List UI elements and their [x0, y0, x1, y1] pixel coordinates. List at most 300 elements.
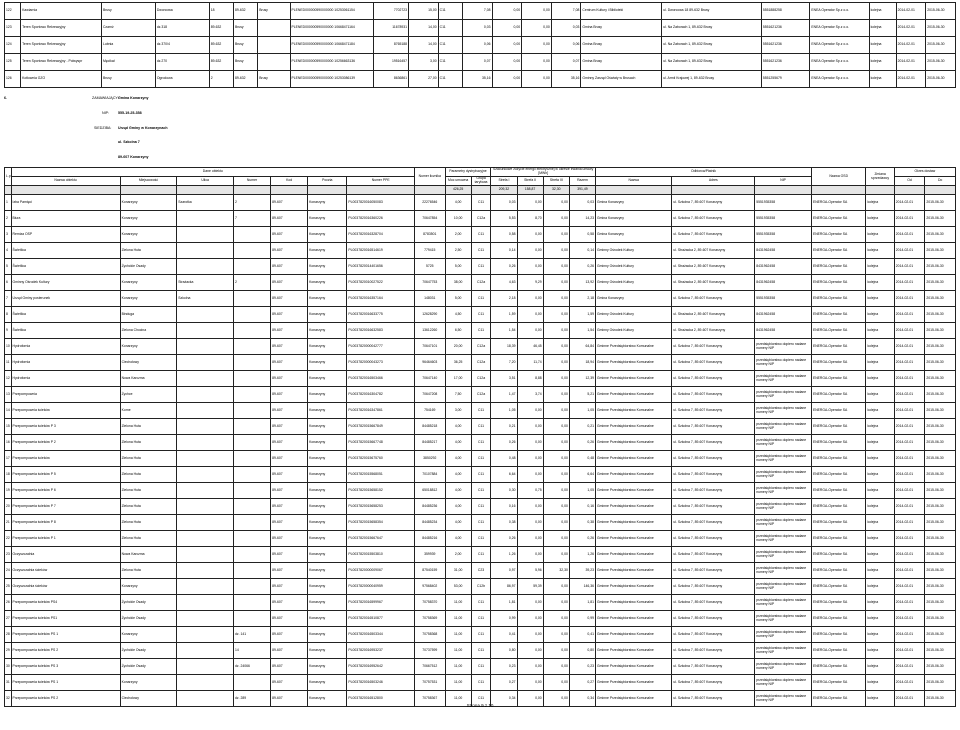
table-cell: Konarzyny: [120, 579, 177, 595]
table-cell: ul. Szkolna 7, 89-607 Konarzyny: [672, 643, 755, 659]
table-cell: 148031: [415, 291, 446, 307]
table-cell-od: 2014-02-01: [894, 515, 925, 531]
table-cell: ul. Szkolna 7, 89-607 Konarzyny: [672, 339, 755, 355]
table-cell: 14: [5, 403, 12, 419]
top-table-cell: Kotłownia GZO: [21, 71, 102, 88]
table-cell: 20,00: [445, 339, 471, 355]
top-table-cell: 5551621236: [761, 37, 809, 54]
table-cell-osd: ENERGA-Operator SA: [811, 227, 866, 243]
previous-section-table: [4, 2, 956, 88]
table-cell: Przepompownia ścieków P 3: [11, 419, 120, 435]
table-cell: 70647753: [415, 275, 446, 291]
table-cell: C11: [471, 643, 491, 659]
table-cell: 0,00: [543, 387, 569, 403]
table-cell: 87540159: [415, 563, 446, 579]
table-cell-osd: ENERGA-Operator SA: [811, 467, 866, 483]
table-cell: Gminne Przedsiębiorstwo Komunalne: [596, 339, 672, 355]
table-cell: 53,00: [445, 579, 471, 595]
table-cell-osd: ENERGA-Operator SA: [811, 339, 866, 355]
table-cell: 38,00: [445, 275, 471, 291]
nip-label: NIP:: [102, 111, 109, 115]
top-table-cell: 123: [5, 20, 21, 37]
table-cell: 1,05: [569, 403, 595, 419]
table-cell: 18: [5, 467, 12, 483]
table-cell: 3,74: [517, 387, 543, 403]
header-odbiorca-nazwa: Nazwa: [596, 177, 672, 186]
table-cell: 70667512: [415, 659, 446, 675]
header-ulica: Ulica: [177, 177, 234, 186]
table-cell-zmiana: kolejna: [866, 195, 894, 211]
table-cell: 0,00: [543, 515, 569, 531]
table-cell-osd: ENERGA-Operator SA: [811, 691, 866, 707]
top-table-cell: 2: [209, 71, 233, 88]
table-cell: [233, 259, 270, 275]
table-cell: 4,63: [491, 275, 517, 291]
table-cell: [177, 595, 234, 611]
table-cell-zmiana: kolejna: [866, 419, 894, 435]
table-cell: 11,00: [445, 595, 471, 611]
table-cell: Hydrofornia: [11, 371, 120, 387]
table-cell: [233, 467, 270, 483]
table-cell-od: 2014-02-01: [894, 595, 925, 611]
table-cell: 0,00: [543, 403, 569, 419]
table-cell-od: 2014-02-01: [894, 243, 925, 259]
table-cell: [233, 515, 270, 531]
table-cell: 19: [5, 483, 12, 499]
table-cell: 5551935358: [755, 195, 812, 211]
top-table-cell: 2014-02-01: [896, 37, 926, 54]
table-cell: 3: [5, 227, 12, 243]
table-row: [5, 563, 956, 579]
table-cell: Konarzyny: [308, 691, 347, 707]
table-cell: [177, 675, 234, 691]
top-table-cell: PLENED000000590000000 10256663136: [290, 54, 374, 71]
table-cell: C11: [471, 243, 491, 259]
top-table-cell: 0,00: [492, 20, 522, 37]
table-cell: [233, 547, 270, 563]
table-cell: 0,00: [517, 419, 543, 435]
table-cell-od: 2014-02-01: [894, 451, 925, 467]
table-row: [5, 611, 956, 627]
table-cell-do: 2015-06-30: [925, 227, 956, 243]
table-cell: 14: [233, 643, 270, 659]
table-cell: [233, 323, 270, 339]
top-table-cell: 2014-02-01: [896, 3, 926, 20]
table-cell-do: 2015-06-30: [925, 355, 956, 371]
table-cell: 11,00: [445, 643, 471, 659]
table-cell: 70757531: [415, 675, 446, 691]
table-cell: 0,00: [543, 691, 569, 707]
table-cell-do: 2015-06-30: [925, 691, 956, 707]
top-table-cell: ul. Na Zaborach 1, 89-632 Brusy: [662, 37, 762, 54]
table-cell: 70647208: [415, 387, 446, 403]
table-cell: C11: [471, 499, 491, 515]
siedziba-value: Urząd Gminy w Konarzynach: [118, 126, 168, 130]
table-cell: [177, 403, 234, 419]
table-cell: C11: [471, 659, 491, 675]
table-cell: Zielona Huta: [120, 435, 177, 451]
table-cell: 0,00: [543, 595, 569, 611]
table-cell-zmiana: kolejna: [866, 243, 894, 259]
table-cell: ul. Szkolna 7, 89-607 Konarzyny: [672, 195, 755, 211]
table-row: [5, 579, 956, 595]
table-cell-do: 2015-06-30: [925, 451, 956, 467]
table-cell: [233, 675, 270, 691]
table-cell-zmiana: kolejna: [866, 643, 894, 659]
top-table-cell: 18: [209, 3, 233, 20]
table-cell-od: 2014-02-01: [894, 547, 925, 563]
table-cell: 3850292: [415, 451, 446, 467]
table-cell: C12b: [471, 579, 491, 595]
table-cell: 89-607: [271, 499, 308, 515]
top-table-cell: 125: [5, 54, 21, 71]
top-table-row: [5, 3, 956, 20]
table-cell: 89-607: [271, 435, 308, 451]
table-cell: Konarzyny: [308, 563, 347, 579]
table-cell: PL0037820000043273: [347, 355, 415, 371]
table-cell: przedsiębiorstwo dopiero nadane numery NIP: [755, 563, 812, 579]
table-cell: 7: [5, 291, 12, 307]
table-cell: 0,30: [491, 483, 517, 499]
table-cell: 0,80: [569, 643, 595, 659]
table-cell: 4,00: [445, 515, 471, 531]
top-table-cell: 27,00: [409, 71, 439, 88]
table-cell-zmiana: kolejna: [866, 483, 894, 499]
top-table-cell: Brusy: [101, 3, 155, 20]
table-cell: przedsiębiorstwo dopiero nadane numery NIP: [755, 339, 812, 355]
table-row: [5, 387, 956, 403]
table-cell: 84485234: [415, 515, 446, 531]
table-cell: Zielona Huta: [120, 531, 177, 547]
sum-moc: 426,25: [445, 186, 471, 195]
table-cell: 0,00: [517, 259, 543, 275]
table-cell: Gmina Konarzyny: [596, 211, 672, 227]
table-cell-do: 2015-06-30: [925, 243, 956, 259]
table-cell: ul. Szkolna 7, 89-607 Konarzyny: [672, 291, 755, 307]
table-cell: przedsiębiorstwo dopiero nadane numery NIP: [755, 547, 812, 563]
table-cell: 0,00: [517, 595, 543, 611]
table-cell: 0,00: [517, 467, 543, 483]
table-cell: 86,97: [491, 579, 517, 595]
table-cell: 0,00: [517, 643, 543, 659]
table-cell: 13612260: [415, 323, 446, 339]
table-cell: 4,00: [445, 467, 471, 483]
table-cell: przedsiębiorstwo dopiero nadane numery NIP: [755, 355, 812, 371]
table-row: [5, 195, 956, 211]
table-cell: Konarzyny: [308, 547, 347, 563]
table-cell: ul. Szkolna 7, 89-607 Konarzyny: [672, 419, 755, 435]
table-cell: [177, 499, 234, 515]
table-cell: 0,00: [517, 659, 543, 675]
header-odbiorca: Odbiorca/Płatnik: [596, 168, 812, 177]
table-cell: 64,84: [569, 339, 595, 355]
table-cell: ul. Szkolna 7, 89-607 Konarzyny: [672, 675, 755, 691]
top-table-cell: ul. Dworcowa 18 89-632 Brusy: [662, 3, 762, 20]
table-cell: 65018812: [415, 483, 446, 499]
table-cell-do: 2015-06-30: [925, 387, 956, 403]
table-cell-od: 2014-02-01: [894, 195, 925, 211]
table-cell: [177, 483, 234, 499]
top-table-cell: 19516457: [374, 54, 409, 71]
table-cell: [177, 547, 234, 563]
top-table-cell: C11: [438, 37, 462, 54]
table-cell-osd: ENERGA-Operator SA: [811, 515, 866, 531]
table-cell: ul. Szkolna 7, 89-607 Konarzyny: [672, 483, 755, 499]
table-cell: [233, 595, 270, 611]
table-cell: [177, 419, 234, 435]
top-table-cell: Teren Sportowo Rekreacyjny: [21, 20, 102, 37]
top-table-cell: ENEA Operator Sp.z o.o.: [810, 3, 869, 20]
table-cell: C11: [471, 403, 491, 419]
header-grupa: Grupa taryfowa: [471, 177, 491, 186]
table-cell: 31,00: [445, 563, 471, 579]
top-table-cell: C11: [438, 71, 462, 88]
top-table-row: [5, 20, 956, 37]
table-cell-zmiana: kolejna: [866, 227, 894, 243]
table-cell: 11,00: [445, 611, 471, 627]
table-cell: Gminne Przedsiębiorstwo Komunalne: [596, 451, 672, 467]
table-cell: przedsiębiorstwo dopiero nadane numery NIP: [755, 627, 812, 643]
table-cell-zmiana: kolejna: [866, 403, 894, 419]
table-cell-do: 2015-06-30: [925, 323, 956, 339]
table-cell: Konarzyny: [308, 643, 347, 659]
table-cell: Gminne Przedsiębiorstwo Komunalne: [596, 595, 672, 611]
table-cell: przedsiębiorstwo dopiero nadane numery NIP: [755, 515, 812, 531]
table-cell: PL0037820015658253: [347, 499, 415, 515]
table-cell: C11: [471, 307, 491, 323]
table-cell: przedsiębiorstwo dopiero nadane numery NIP: [755, 595, 812, 611]
table-cell: 146,36: [569, 579, 595, 595]
table-cell-zmiana: kolejna: [866, 435, 894, 451]
table-cell: ul. Szkolna 7, 89-607 Konarzyny: [672, 403, 755, 419]
table-cell: PL0037820000042777: [347, 339, 415, 355]
table-cell: 0,00: [543, 483, 569, 499]
table-cell: Żychckie Osady: [120, 659, 177, 675]
top-table-cell: dz.270: [155, 54, 209, 71]
table-cell: Gminne Przedsiębiorstwo Komunalne: [596, 627, 672, 643]
table-cell: 0,00: [517, 403, 543, 419]
table-cell: Gminne Przedsiębiorstwo Komunalne: [596, 611, 672, 627]
table-cell: 0,00: [543, 275, 569, 291]
table-cell: Świetlica: [11, 259, 120, 275]
table-cell: 0,99: [491, 611, 517, 627]
table-cell: Nowa Karczma: [120, 547, 177, 563]
header-odbiorca-nip: NIP: [755, 177, 812, 186]
table-cell: 89-607: [271, 563, 308, 579]
table-cell: 20: [5, 499, 12, 515]
table-cell: Przepompownia ścieków P 7: [11, 499, 120, 515]
table-cell: 0,00: [517, 547, 543, 563]
table-cell-osd: ENERGA-Operator SA: [811, 499, 866, 515]
table-cell-do: 2015-06-30: [925, 371, 956, 387]
table-cell: Gminne Przedsiębiorstwo Komunalne: [596, 467, 672, 483]
table-cell: 0,27: [569, 675, 595, 691]
table-cell: 4,00: [445, 483, 471, 499]
table-cell-od: 2014-02-01: [894, 643, 925, 659]
top-table-cell: 2015-06-30: [926, 3, 956, 20]
table-cell: Konarzyny: [308, 227, 347, 243]
table-cell: 0,00: [517, 243, 543, 259]
table-cell-osd: ENERGA-Operator SA: [811, 659, 866, 675]
header-nazwa: Nazwa obiektu: [11, 177, 120, 186]
table-cell: 2,00: [445, 227, 471, 243]
table-cell: C23: [471, 563, 491, 579]
table-cell: [177, 643, 234, 659]
table-cell: [177, 435, 234, 451]
table-cell: 2,50: [445, 243, 471, 259]
table-cell: Gminne Przedsiębiorstwo Komunalne: [596, 531, 672, 547]
table-cell: 84485236: [415, 499, 446, 515]
table-cell: 0,00: [543, 323, 569, 339]
table-cell: [233, 451, 270, 467]
table-cell-do: 2015-06-30: [925, 467, 956, 483]
table-cell-do: 2015-06-30: [925, 595, 956, 611]
table-cell: 89-607: [271, 675, 308, 691]
table-cell: 7,50: [445, 387, 471, 403]
table-cell: Zielona Huta: [120, 499, 177, 515]
table-cell: 0,00: [517, 323, 543, 339]
table-cell: Urząd Gminy posterunek: [11, 291, 120, 307]
table-cell: C11: [471, 451, 491, 467]
table-cell: 6,64: [569, 467, 595, 483]
table-cell: 96464603: [415, 355, 446, 371]
table-cell: 1,26: [569, 547, 595, 563]
table-cell: 0,00: [543, 339, 569, 355]
table-cell: 0,14: [491, 243, 517, 259]
table-cell: C12a: [471, 371, 491, 387]
table-cell: 89-607: [271, 211, 308, 227]
table-cell: C11: [471, 675, 491, 691]
table-cell: 2: [5, 211, 12, 227]
table-cell-osd: ENERGA-Operator SA: [811, 563, 866, 579]
table-cell: Gminne Przedsiębiorstwo Komunalne: [596, 371, 672, 387]
table-cell-od: 2014-02-01: [894, 483, 925, 499]
table-cell-do: 2015-06-30: [925, 531, 956, 547]
top-table-cell: Brusy: [258, 71, 290, 88]
table-cell: Konarzyny: [120, 675, 177, 691]
table-row: [5, 467, 956, 483]
table-cell: 59,39: [517, 579, 543, 595]
table-cell: Binduga: [120, 307, 177, 323]
table-cell: Konarzyny: [308, 275, 347, 291]
table-cell: 13: [5, 387, 12, 403]
table-cell: 89-607: [271, 579, 308, 595]
table-cell-zmiana: kolejna: [866, 371, 894, 387]
table-cell: [233, 483, 270, 499]
table-cell-do: 2015-06-30: [925, 339, 956, 355]
top-table-cell: PLENED000000590000000 10253061154: [290, 3, 374, 20]
table-cell: Konarzyny: [120, 227, 177, 243]
table-cell: 0,00: [543, 579, 569, 595]
table-cell: ul. Szkolna 7, 89-607 Konarzyny: [672, 467, 755, 483]
table-cell: [233, 339, 270, 355]
table-cell: Żychckie Osady: [120, 259, 177, 275]
table-cell: PL0037820016510877: [347, 611, 415, 627]
table-cell: Konarzyny: [308, 403, 347, 419]
table-cell: [233, 243, 270, 259]
table-cell: Biura: [11, 211, 120, 227]
table-cell: [233, 611, 270, 627]
table-cell: PL0037820000040959: [347, 579, 415, 595]
table-cell: 0,00: [517, 691, 543, 707]
table-cell-do: 2015-06-30: [925, 291, 956, 307]
top-table-cell: Lubnia: [101, 37, 155, 54]
table-cell: 1,47: [491, 387, 517, 403]
zamawiajacy-value: Gmina Konarzyny: [118, 96, 149, 100]
table-cell-do: 2015-06-30: [925, 563, 956, 579]
table-cell: przedsiębiorstwo dopiero nadane numery NIP: [755, 579, 812, 595]
table-cell: Zielona Huta: [120, 243, 177, 259]
table-cell: Przepompownia ścieków P 2: [11, 435, 120, 451]
table-cell: [177, 659, 234, 675]
table-cell: 4,00: [445, 435, 471, 451]
table-cell: [177, 323, 234, 339]
table-cell: 89-607: [271, 643, 308, 659]
table-cell: Konarzyny: [308, 387, 347, 403]
table-cell: ul. Strażacka 2, 89-607 Konarzyny: [672, 323, 755, 339]
table-cell: przedsiębiorstwo dopiero nadane numery NIP: [755, 643, 812, 659]
table-cell: Gminny Ośrodek Kultury: [596, 259, 672, 275]
table-row: [5, 371, 956, 387]
table-cell: 84485216: [415, 531, 446, 547]
table-cell: [177, 355, 234, 371]
table-cell-osd: ENERGA-Operator SA: [811, 387, 866, 403]
table-cell: 0,58: [569, 227, 595, 243]
table-cell: 0,00: [543, 675, 569, 691]
top-table-cell: Brusy: [258, 3, 290, 20]
top-table-cell: 2014-02-01: [896, 20, 926, 37]
table-cell: Gminne Przedsiębiorstwo Komunalne: [596, 355, 672, 371]
table-cell-od: 2014-02-01: [894, 291, 925, 307]
siedziba-label: SIEDZIBA:: [94, 126, 112, 130]
table-cell-osd: ENERGA-Operator SA: [811, 451, 866, 467]
table-cell: 89-607: [271, 611, 308, 627]
table-cell: 0,23: [569, 659, 595, 675]
table-cell: C11: [471, 611, 491, 627]
table-cell: 0,00: [517, 499, 543, 515]
table-cell: 25: [5, 579, 12, 595]
table-cell: C11: [471, 259, 491, 275]
table-cell: 0,38: [491, 515, 517, 531]
top-table-cell: 7,08: [462, 3, 492, 20]
table-cell: 24: [5, 563, 12, 579]
table-cell: 70737599: [415, 643, 446, 659]
header-miejscowosc: Miejscowość: [120, 177, 177, 186]
table-cell-do: 2015-06-30: [925, 515, 956, 531]
top-table-row: [5, 37, 956, 54]
table-cell: Świetlica: [11, 307, 120, 323]
top-table-row: [5, 54, 956, 71]
table-cell-od: 2014-02-01: [894, 563, 925, 579]
top-table-cell: Kawiarnia: [21, 3, 102, 20]
table-cell: Konarzyny: [308, 291, 347, 307]
table-cell: Przepompownia ścieków PS 1: [11, 627, 120, 643]
table-cell: 30: [5, 659, 12, 675]
top-table-cell: kolejna: [869, 20, 896, 37]
table-cell: [177, 531, 234, 547]
table-cell: 89-607: [271, 195, 308, 211]
table-cell: przedsiębiorstwo dopiero nadane numery NIP: [755, 531, 812, 547]
top-table-cell: C11: [438, 54, 462, 71]
top-table-cell: C11: [438, 3, 462, 20]
table-cell-zmiana: kolejna: [866, 467, 894, 483]
table-cell: Gminne Przedsiębiorstwo Komunalne: [596, 419, 672, 435]
table-cell: Konarzyny: [308, 435, 347, 451]
table-cell-osd: ENERGA-Operator SA: [811, 627, 866, 643]
top-table-cell: 126: [5, 71, 21, 88]
table-cell: 5,00: [445, 291, 471, 307]
table-cell-zmiana: kolejna: [866, 531, 894, 547]
